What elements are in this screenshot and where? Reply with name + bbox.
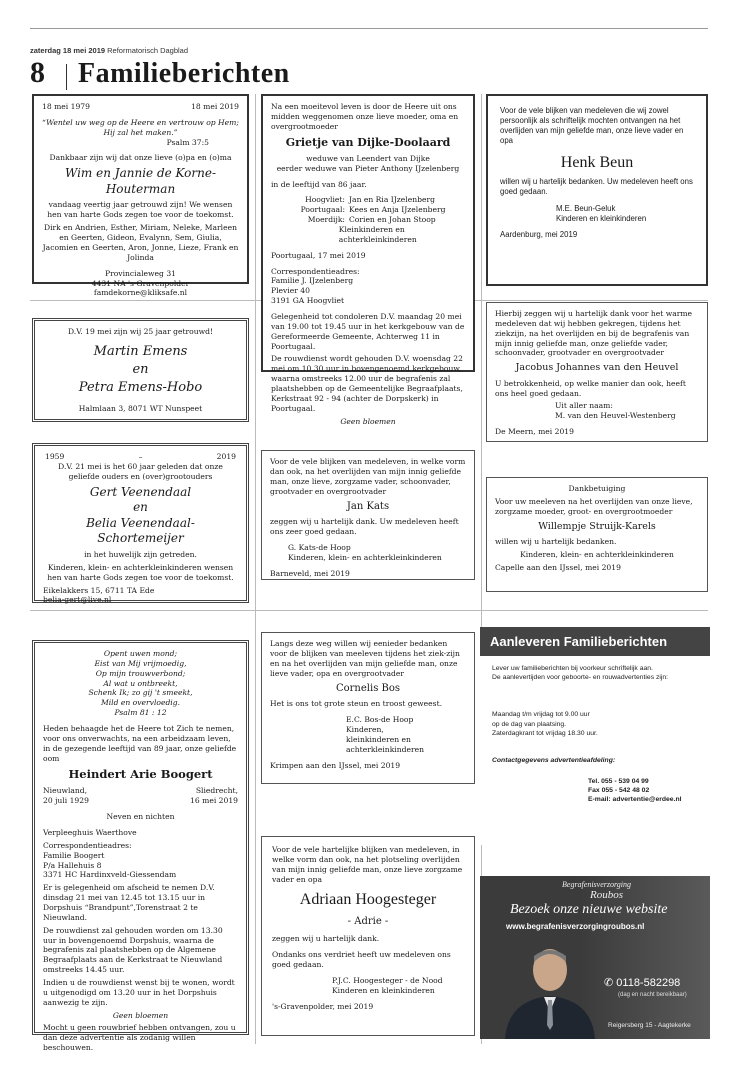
page-number: 8 bbox=[30, 56, 45, 89]
family-place: Moerdijk: bbox=[307, 215, 345, 225]
death-date: 16 mei 2019 bbox=[190, 796, 238, 806]
end-date: 18 mei 2019 bbox=[191, 102, 239, 111]
no-flowers: Geen bloemen bbox=[340, 416, 396, 426]
thanks-text: zeggen wij u hartelijk dank. bbox=[272, 934, 380, 944]
widow-of-1: weduwe van Leendert van Dijke bbox=[306, 153, 430, 163]
signature-1: P.J.C. Hoogesteger - de Nood bbox=[332, 975, 443, 985]
poem-line: Mild en overvloedig. bbox=[100, 698, 181, 708]
conjunction: en bbox=[132, 361, 149, 377]
issue-date: zaterdag 18 mei 2019 bbox=[30, 46, 106, 55]
thanks-ad-beun bbox=[486, 94, 708, 286]
deceased-name: Heindert Arie Boogert bbox=[68, 767, 213, 782]
obituary-van-dijke bbox=[261, 94, 475, 426]
deceased-name: Henk Beun bbox=[560, 153, 634, 171]
header-divider bbox=[66, 64, 67, 90]
death-place: Sliedrecht, bbox=[195, 786, 238, 796]
address-line: 3371 HC Hardinxveld-Giessendam bbox=[43, 870, 177, 880]
age-text: in de leeftijd van 86 jaar. bbox=[271, 179, 367, 189]
family-row bbox=[271, 205, 465, 215]
intro-text: Dankbaar zijn wij dat onze lieve (o)pa en (o)ma bbox=[49, 153, 232, 163]
intro-text: Voor uw meeleven na het overlijden van onze lieve, zorgzame moeder, groot- en overgrootmoeder bbox=[495, 496, 693, 516]
poem-line: Opent uwen mond; bbox=[103, 649, 178, 658]
intro-text: D.V. 19 mei zijn wij 25 jaar getrouwd! bbox=[67, 327, 214, 336]
no-flowers: Geen bloemen bbox=[112, 1010, 169, 1020]
intro-text: Hierbij zeggen wij u hartelijk dank voor het warme medeleven dat wij hebben gekregen, tijdens het ziekzijn, na het overlijden en bij de begrafenis van mijn innig geliefde man, onze geliefde vader, schoonvader, grootvader en overgrootvader bbox=[495, 309, 693, 358]
address-line: 3191 GA Hoogvliet bbox=[271, 296, 345, 306]
deceased-name: Grietje van Dijke-Doolaard bbox=[285, 135, 451, 149]
nickname: - Adrie - bbox=[347, 916, 389, 928]
row-divider bbox=[30, 610, 708, 611]
email-link[interactable]: belia-gert@live.nl bbox=[43, 595, 112, 605]
comfort-text: Ondanks ons verdriet heeft uw medeleven ons goed gedaan. bbox=[272, 950, 451, 969]
deceased-name: Jan Kats bbox=[346, 501, 390, 513]
invitation-text: Indien u de rouwdienst wenst bij te wonen, wordt u uitgenodigd om 13.20 uur in het Dorpshuis aanwezig te zijn. bbox=[43, 978, 235, 1007]
anniversary-ad-de-korne bbox=[32, 94, 249, 298]
thanks-ad-kats bbox=[261, 450, 475, 580]
signature-2: Kinderen, klein- en achterkleinkinderen bbox=[288, 553, 442, 563]
address-line: Correspondentieadres: bbox=[271, 266, 360, 276]
family-place bbox=[271, 225, 339, 245]
thanks-text: U betrokkenheid, op welke manier dan ook, heeft ons heel goed gedaan. bbox=[495, 378, 686, 398]
name-1: Gert Veenendaal bbox=[89, 484, 192, 499]
announcement-text: Heden behaagde het de Heere tot Zich te nemen, voor ons onverwachts, na een arbeidzaam leven, in de gezegende leeftijd van 89 jaar, onze geliefde oom bbox=[43, 724, 237, 763]
name-2: Petra Emens-Hobo bbox=[78, 379, 203, 395]
signature-1: G. Kats-de Hoop bbox=[288, 543, 351, 553]
thanks-ad-bos bbox=[261, 632, 475, 784]
address-street: Provincialeweg 31 bbox=[105, 268, 176, 278]
thanks-text: willen wij u hartelijk bedanken. Uw medeleven heeft ons goed gedaan. bbox=[500, 177, 693, 197]
correspondence-address bbox=[271, 267, 465, 306]
care-home: Verpleeghuis Waerthove bbox=[43, 827, 137, 837]
deceased-name: Cornelis Bos bbox=[335, 683, 401, 695]
poem-line: Schenk Ik; zo gij 't smeekt, bbox=[88, 688, 193, 698]
brand-line-1: Begrafenisverzorging bbox=[562, 880, 632, 889]
ad-text: De aanlevertijden voor geboorte- en rouwadvertenties zijn: bbox=[492, 674, 669, 682]
obituary-boogert bbox=[32, 640, 249, 1053]
submission-info-ad bbox=[480, 627, 710, 845]
deadline-text: Zaterdagkrant tot vrijdag 18.30 uur. bbox=[492, 729, 598, 737]
slogan: Bezoek onze nieuwe website bbox=[510, 902, 668, 917]
address: Halmlaan 3, 8071 WT Nunspeet bbox=[78, 403, 203, 413]
place-date: Poortugaal, 17 mei 2019 bbox=[271, 250, 366, 260]
contact-heading: Contactgegevens advertentieafdeling: bbox=[492, 756, 616, 764]
thanks-ad-hoogesteger bbox=[261, 836, 475, 1036]
poem bbox=[43, 649, 238, 718]
signature-2: M. van den Heuvel-Westenberg bbox=[555, 411, 676, 421]
bible-quote: “Wentel uw weg op de Heere en vertrouw op Hem; Hij zal het maken.” bbox=[42, 117, 239, 137]
phone-text: 0118-582298 bbox=[616, 977, 681, 989]
address-line: Plevier 40 bbox=[271, 286, 310, 296]
intro-text: Voor de vele blijken van medeleven, in welke vorm dan ook, na het overlijden van mijn innig geliefde man, onze lieve, zorgzame vader, schoonvader, grootvader en overgrootvader bbox=[270, 457, 466, 496]
thanks-ad-struijk bbox=[486, 477, 708, 592]
birth-date: 20 juli 1929 bbox=[43, 796, 89, 806]
section-title: Familieberichten bbox=[78, 58, 290, 89]
birth-place: Nieuwland, bbox=[43, 786, 88, 796]
body-text: vandaag veertig jaar getrouwd zijn! We wensen hen van harte Gods zegen toe voor de toekomst. bbox=[47, 200, 234, 220]
place-date: Capelle aan den IJssel, mei 2019 bbox=[495, 562, 621, 572]
thanks-ad-van-den-heuvel bbox=[486, 302, 708, 442]
signature-line: Kinderen, bbox=[346, 725, 384, 735]
column-divider bbox=[255, 94, 256, 1044]
poem-line: Al wat u ontbreekt, bbox=[103, 678, 178, 688]
couple-names: Wim en Jannie de Korne-Houterman bbox=[64, 166, 217, 196]
start-year: 1959 bbox=[45, 452, 65, 461]
family-table bbox=[271, 195, 465, 244]
wishes-text: Kinderen, klein- en achterkleinkinderen wensen hen van harte Gods zegen toe voor de toekomst. bbox=[47, 562, 234, 582]
address: Eikelakkers 15, 6711 TA Ede bbox=[43, 585, 155, 595]
anniversary-ad-emens bbox=[32, 318, 249, 422]
family-row bbox=[271, 225, 465, 245]
signature-1: M.E. Beun-Geluk bbox=[556, 203, 616, 213]
end-year: 2019 bbox=[216, 452, 236, 461]
deceased-name: Willempje Struijk-Karels bbox=[538, 520, 656, 532]
director-photo bbox=[500, 940, 600, 1039]
phone-icon: ✆ bbox=[604, 977, 617, 989]
signature: Kinderen, klein- en achterkleinkinderen bbox=[520, 549, 674, 559]
family-names: Jan en Ria IJzelenberg bbox=[349, 195, 435, 205]
fax-number: Fax 055 - 542 48 02 bbox=[588, 787, 650, 795]
signature-2: Kinderen en kleinkinderen bbox=[556, 213, 647, 223]
place-date: Krimpen aan den IJssel, mei 2019 bbox=[270, 760, 401, 770]
place-date: Aardenburg, mei 2019 bbox=[500, 229, 578, 239]
signature-2: Kinderen en kleinkinderen bbox=[332, 985, 435, 995]
body-text: in het huwelijk zijn getreden. bbox=[84, 549, 197, 559]
intro-text: Langs deze weg willen wij eenieder bedanken voor de blijken van meeleven tijdens het ziek-zijn en na het overlijden van mijn geliefde man, onze lieve vader, opa en overgrootvader bbox=[270, 639, 460, 678]
phone-note: (dag en nacht bereikbaar) bbox=[618, 992, 687, 998]
anniversary-ad-veenendaal bbox=[32, 443, 249, 603]
place-date: 's-Gravenpolder, mei 2019 bbox=[272, 1001, 374, 1011]
widow-of-2: eerder weduwe van Pieter Anthony IJzelenberg bbox=[276, 163, 460, 173]
signature bbox=[270, 715, 466, 754]
email-link[interactable]: E-mail: advertentie@erdee.nl bbox=[588, 796, 682, 804]
family-place: Poortugaal: bbox=[300, 205, 345, 215]
phone-number[interactable] bbox=[604, 976, 680, 989]
place-date: De Meern, mei 2019 bbox=[495, 427, 574, 437]
quote-reference: Psalm 37:5 bbox=[166, 137, 209, 147]
phone-number[interactable]: Tel. 055 - 539 04 99 bbox=[588, 778, 649, 786]
name-1: Martin Emens bbox=[93, 343, 188, 359]
signature: Neven en nichten bbox=[106, 812, 175, 822]
address-city: 4431 NA 's-Gravenpolder bbox=[91, 278, 190, 288]
intro-text: Voor de vele blijken van medeleven die wij zowel persoonlijk als schriftelijk mochten ontvangen na het overlijden van mijn geliefde man, onze lieve vader en opa bbox=[500, 106, 684, 146]
deceased-name: Adriaan Hoogesteger bbox=[299, 891, 437, 909]
signature-line: kleinkinderen en bbox=[346, 735, 411, 745]
page-header-line bbox=[30, 46, 188, 55]
correspondence-address bbox=[43, 841, 238, 880]
service-text: De rouwdienst zal gehouden worden om 13.30 uur in bovengenoemd Dorpshuis, waarna de begrafenis zal plaatshebben op de Algemene Begraafplaats aan de Kerkstraat te Nieuwland omstreeks 14.45 uur. bbox=[43, 925, 223, 975]
family-row bbox=[271, 215, 465, 225]
service-text: De rouwdienst wordt gehouden D.V. woensdag 22 mei om 10.30 uur in bovengenoemd kerkgebouw, waarna omstreeks 12.00 uur de begrafenis zal plaatshebben op de Gemeentelijke Begraafplaats, Kerkstraat 92 - 94 (achter de Dorpskerk) in Poortugaal. bbox=[271, 354, 463, 413]
year-dash: – bbox=[138, 452, 143, 461]
thanks-text: willen wij u hartelijk bedanken. bbox=[495, 536, 617, 546]
place-date: Barneveld, mei 2019 bbox=[270, 568, 350, 578]
family-names: Kees en Anja IJzelenberg bbox=[349, 205, 446, 215]
deadline-text: op de dag van plaatsing. bbox=[492, 720, 567, 728]
signature-line: achterkleinkinderen bbox=[346, 744, 424, 754]
support-text: Het is ons tot grote steun en troost geweest. bbox=[270, 699, 443, 709]
thanks-text: zeggen wij u hartelijk dank. Uw medeleven heeft ons zeer goed gedaan. bbox=[270, 517, 459, 537]
ad-title: Aanleveren Familieberichten bbox=[480, 627, 710, 656]
conjunction: en bbox=[133, 500, 148, 515]
signature-line: E.C. Bos-de Hoop bbox=[346, 715, 414, 725]
closing-text: Mocht u geen rouwbrief hebben ontvangen, zou u dan deze advertentie als zodanig willen beschouwen. bbox=[43, 1023, 236, 1053]
family-names: Corien en Johan Stoop bbox=[349, 215, 436, 225]
ad-text: Lever uw familieberichten bij voorkeur schriftelijk aan. bbox=[492, 665, 653, 672]
deadline-text: Maandag t/m vrijdag tot 9.00 uur bbox=[492, 711, 590, 719]
farewell-text: Er is gelegenheid om afscheid te nemen D.V. dinsdag 21 mei van 12.45 tot 13.15 uur in Dorpshuis “Brandpunt”,Torenstraat 2 te Nieuwland. bbox=[43, 883, 215, 922]
email-link[interactable]: famdekorne@kliksafe.nl bbox=[93, 288, 188, 298]
intro-text: Na een moeitevol leven is door de Heere uit ons midden weggenomen onze lieve moeder, oma en overgrootmoeder bbox=[271, 102, 459, 131]
poem-line: Eist van Mij vrijmoedig, bbox=[94, 658, 187, 668]
family-place: Hoogvliet: bbox=[305, 195, 345, 205]
address-line: Correspondentieadres: bbox=[43, 840, 132, 850]
address: Reigersberg 15 - Aagtekerke bbox=[608, 1022, 691, 1029]
deceased-name: Jacobus Johannes van den Heuvel bbox=[515, 362, 679, 374]
ad-body bbox=[480, 656, 710, 813]
poem-line: Op mijn trouwverbond; bbox=[95, 668, 186, 678]
ad-title: Dankbetuiging bbox=[568, 484, 626, 493]
start-date: 18 mei 1979 bbox=[42, 102, 90, 111]
paper-name: Reformatorisch Dagblad bbox=[107, 46, 189, 55]
signature-1: Uit aller naam: bbox=[555, 401, 613, 411]
intro-text: D.V. 21 mei is het 60 jaar geleden dat onze geliefde ouders en (over)grootouders bbox=[58, 461, 223, 481]
address-line: P/a Hallehuis 8 bbox=[43, 860, 102, 870]
brand-line-2: Roubos bbox=[590, 889, 623, 901]
name-2: Belia Veenendaal-Schortemeijer bbox=[86, 515, 195, 546]
top-rule bbox=[30, 28, 708, 29]
family-row bbox=[271, 195, 465, 205]
address-line: Familie Boogert bbox=[43, 850, 105, 860]
address-line: Familie J. IJzelenberg bbox=[271, 276, 354, 286]
poem-reference: Psalm 81 : 12 bbox=[114, 708, 167, 718]
family-names: Kleinkinderen en achterkleinkinderen bbox=[338, 225, 417, 244]
condolence-text: Gelegenheid tot condoleren D.V. maandag 20 mei van 19.00 tot 19.45 uur in het kerkgebouw van de Gereformeerde Gemeente, Achterweg 11 in Poortugaal. bbox=[271, 312, 465, 351]
intro-text: Voor de vele hartelijke blijken van medeleven, in welke vorm dan ook, na het plotseling overlijden van mijn innig geliefde man, onze lieve zorgzame vader en opa bbox=[272, 845, 463, 884]
family-names: Dirk en Andrien, Esther, Miriam, Neleke, Marleen en Geerten, Gideon, Evalynn, Sem, Giulia, Jacomien en Geerten, Aron, Jonne, Lieze, Frank en Jolinda bbox=[42, 223, 239, 262]
funeral-service-ad[interactable] bbox=[480, 876, 710, 1039]
website-url[interactable]: www.begrafenisverzorgingroubos.nl bbox=[506, 922, 645, 931]
